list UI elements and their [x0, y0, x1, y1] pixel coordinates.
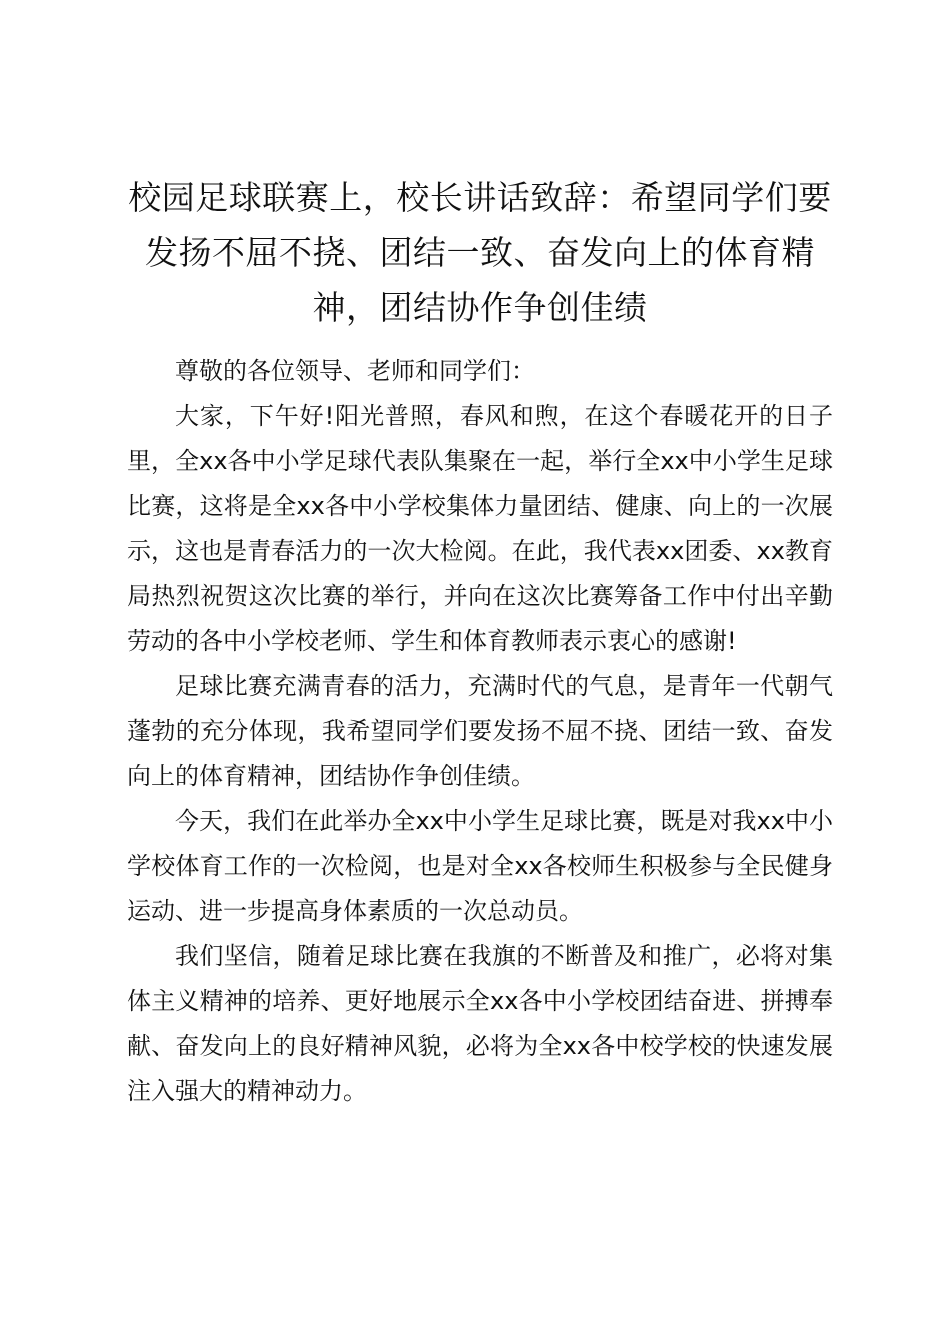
paragraph-conclusion: 我们坚信，随着足球比赛在我旗的不断普及和推广，必将对集体主义精神的培养、更好地展示全xx各中小学校团结奋进、拼搏奉献、奋发向上的良好精神风貌，必将为全xx各中校学校的快速发展注入强大的精神动力。	[127, 942, 833, 1105]
document-title: 校园足球联赛上，校长讲话致辞：希望同学们要发扬不屈不挠、团结一致、奋发向上的体育精神，团结协作争创佳绩	[128, 178, 832, 327]
paragraph-event: 今天，我们在此举办全xx中小学生足球比赛，既是对我xx中小学校体育工作的一次检阅，也是对全xx各校师生积极参与全民健身运动、进一步提高身体素质的一次总动员。	[127, 807, 833, 925]
document-body	[127, 170, 833, 1114]
paragraph-spirit: 足球比赛充满青春的活力，充满时代的气息，是青年一代朝气蓬勃的充分体现，我希望同学们要发扬不屈不挠、团结一致、奋发向上的体育精神，团结协作争创佳绩。	[127, 672, 833, 790]
salutation: 尊敬的各位领导、老师和同学们：	[175, 357, 535, 385]
paragraph-greeting: 大家，下午好!阳光普照，春风和煦，在这个春暖花开的日子里，全xx各中小学足球代表队集聚在一起，举行全xx中小学生足球比赛，这将是全xx各中小学校集体力量团结、健康、向上的一次展示，这也是青春活力的一次大检阅。在此，我代表xx团委、xx教育局热烈祝贺这次比赛的举行，并向在这次比赛筹备工作中付出辛勤劳动的各中小学校老师、学生和体育教师表示衷心的感谢!	[127, 402, 833, 655]
